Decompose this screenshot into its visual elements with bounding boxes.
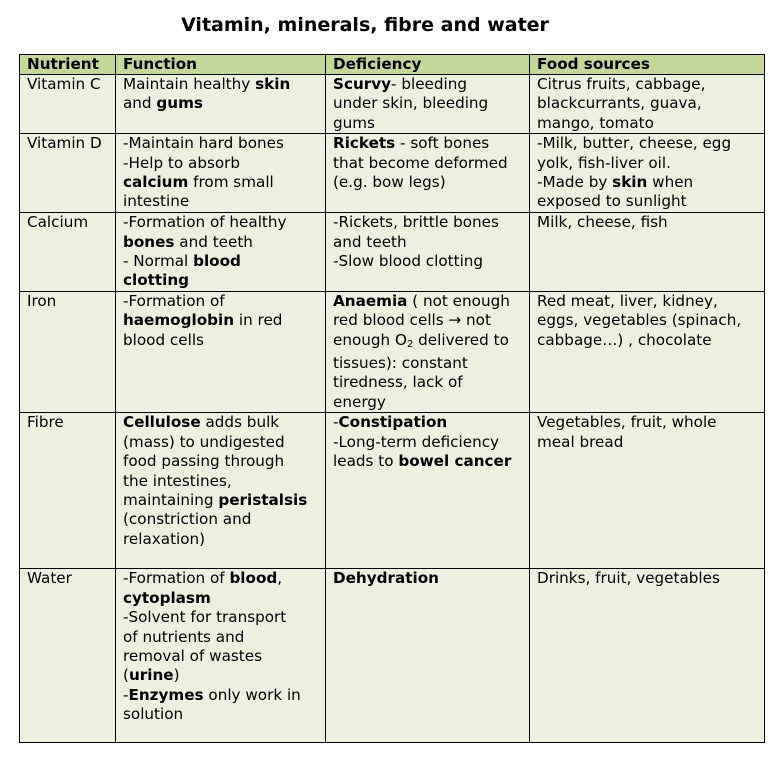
- cell-line: [123, 647, 321, 666]
- cell-line: [333, 233, 525, 252]
- cell-line: [537, 413, 760, 432]
- bold-term: blood: [229, 569, 278, 588]
- cell-line: [537, 331, 760, 350]
- food-sources-cell: [530, 413, 765, 569]
- text-segment: -Milk, butter, cheese, egg: [537, 134, 732, 153]
- cell-line: [333, 311, 525, 330]
- text-segment: -Formation of: [123, 569, 230, 588]
- bold-term: cytoplasm: [123, 588, 211, 607]
- text-segment: -: [333, 413, 339, 432]
- cell-line: [333, 213, 525, 232]
- cell-line: [537, 569, 760, 588]
- food-sources-cell: [530, 75, 765, 134]
- cell-line: [123, 413, 321, 432]
- page-title: Vitamin, minerals, fibre and water: [181, 14, 549, 36]
- nutrient-cell: Fibre: [20, 413, 116, 569]
- text-segment: yolk, fish-liver oil.: [537, 153, 671, 172]
- text-segment: -: [123, 685, 129, 704]
- bold-term: haemoglobin: [123, 311, 235, 330]
- text-segment: and teeth: [174, 232, 253, 251]
- function-cell: [116, 134, 326, 213]
- text-segment: mango, tomato: [537, 113, 654, 132]
- cell-line: [537, 114, 760, 133]
- text-segment: tissues): constant: [333, 354, 468, 373]
- deficiency-cell: [326, 291, 530, 412]
- text-segment: -Help to absorb: [123, 153, 241, 172]
- text-segment: exposed to sunlight: [537, 192, 687, 211]
- table-row: [20, 213, 765, 292]
- bold-term: calcium: [123, 173, 189, 192]
- text-segment: eggs, vegetables (spinach,: [537, 311, 742, 330]
- deficiency-cell: [326, 75, 530, 134]
- text-segment: red blood cells → not: [333, 311, 491, 330]
- cell-line: [537, 75, 760, 94]
- bold-term: bones: [123, 232, 175, 251]
- text-segment: -Rickets, brittle bones: [333, 213, 499, 232]
- text-segment: delivered to: [413, 330, 509, 349]
- table-row: [20, 413, 765, 569]
- text-segment: meal bread: [537, 432, 624, 451]
- cell-line: [333, 75, 525, 94]
- cell-line: [537, 213, 760, 232]
- cell-line: [123, 94, 321, 113]
- nutrient-table: [19, 54, 765, 743]
- cell-line: [123, 472, 321, 491]
- text-segment: -Slow blood clotting: [333, 252, 484, 271]
- text-segment: (constriction and: [123, 510, 252, 529]
- cell-line: [123, 666, 321, 685]
- bold-term: peristalsis: [218, 490, 308, 509]
- text-segment: blackcurrants, guava,: [537, 94, 702, 113]
- text-segment: -Maintain hard bones: [123, 134, 284, 153]
- cell-line: [333, 134, 525, 153]
- cell-line: [537, 154, 760, 173]
- text-segment: adds bulk: [200, 413, 280, 432]
- cell-line: [537, 433, 760, 452]
- cell-line: [123, 589, 321, 608]
- nutrient-cell: Vitamin D: [20, 134, 116, 213]
- deficiency-cell: [326, 413, 530, 569]
- bold-term: Constipation: [338, 413, 448, 432]
- text-segment: - Normal: [123, 252, 194, 271]
- cell-line: [333, 393, 525, 412]
- function-cell: [116, 213, 326, 292]
- deficiency-cell: [326, 213, 530, 292]
- cell-line: [333, 373, 525, 392]
- text-segment: ,: [277, 569, 283, 588]
- header-deficiency: Deficiency: [326, 55, 530, 75]
- food-sources-cell: [530, 291, 765, 412]
- cell-line: [537, 192, 760, 211]
- text-segment: when: [647, 173, 694, 192]
- cell-line: [333, 452, 525, 471]
- text-segment: ): [173, 666, 180, 685]
- nutrient-cell: Iron: [20, 291, 116, 412]
- table-row: [20, 569, 765, 743]
- text-segment: and: [123, 94, 157, 113]
- text-segment: -Made by: [537, 173, 613, 192]
- cell-line: [123, 173, 321, 192]
- text-segment: solution: [123, 705, 184, 724]
- cell-line: [537, 292, 760, 311]
- text-segment: ( not enough: [407, 291, 510, 310]
- text-segment: leads to: [333, 452, 399, 471]
- function-cell: [116, 569, 326, 743]
- cell-line: [123, 154, 321, 173]
- cell-line: [123, 292, 321, 311]
- cell-line: [123, 192, 321, 211]
- text-segment: - soft bones: [395, 134, 490, 153]
- bold-term: Enzymes: [128, 685, 204, 704]
- text-segment: of nutrients and: [123, 627, 245, 646]
- cell-line: [537, 173, 760, 192]
- cell-line: [123, 134, 321, 153]
- food-sources-cell: [530, 213, 765, 292]
- text-segment: -Formation of: [123, 291, 225, 310]
- text-segment: Citrus fruits, cabbage,: [537, 75, 706, 93]
- cell-line: [123, 433, 321, 452]
- cell-line: [123, 271, 321, 290]
- text-segment: -Long-term deficiency: [333, 432, 500, 451]
- text-segment: tiredness, lack of: [333, 373, 463, 392]
- text-segment: and teeth: [333, 232, 407, 251]
- subscript-text: 2: [406, 338, 414, 350]
- text-segment: food passing through: [123, 452, 285, 471]
- cell-line: [123, 510, 321, 529]
- cell-line: [333, 252, 525, 271]
- nutrient-cell: Calcium: [20, 213, 116, 292]
- food-sources-cell: [530, 569, 765, 743]
- text-segment: removal of wastes: [123, 646, 263, 665]
- function-cell: [116, 413, 326, 569]
- bold-term: Cellulose: [123, 413, 201, 432]
- text-segment: - bleeding: [391, 75, 468, 93]
- cell-line: [333, 433, 525, 452]
- cell-line: [333, 114, 525, 133]
- nutrient-cell: Vitamin C: [20, 75, 116, 134]
- text-segment: blood cells: [123, 330, 204, 349]
- cell-line: [333, 292, 525, 311]
- text-segment: Milk, cheese, fish: [537, 213, 668, 232]
- nutrient-cell: Water: [20, 569, 116, 743]
- header-food-sources: Food sources: [530, 55, 765, 75]
- bold-term: Anaemia: [333, 291, 408, 310]
- cell-line: [123, 233, 321, 252]
- cell-line: [123, 311, 321, 330]
- food-sources-cell: [530, 134, 765, 213]
- text-segment: (: [123, 666, 129, 685]
- header-nutrient: Nutrient: [20, 55, 116, 75]
- text-segment: under skin, bleeding: [333, 94, 489, 113]
- cell-line: [333, 173, 525, 192]
- cell-line: [333, 94, 525, 113]
- text-segment: intestine: [123, 192, 190, 211]
- text-segment: in red: [234, 311, 283, 330]
- text-segment: -Formation of healthy: [123, 213, 287, 232]
- cell-line: [333, 569, 525, 588]
- cell-line: [123, 530, 321, 549]
- cell-line: [123, 75, 321, 94]
- bold-term: blood: [193, 252, 241, 271]
- deficiency-cell: [326, 569, 530, 743]
- table-header-row: [20, 55, 765, 75]
- function-cell: [116, 291, 326, 412]
- bold-term: clotting: [123, 271, 190, 290]
- cell-line: [537, 94, 760, 113]
- cell-line: [333, 331, 525, 354]
- cell-line: [333, 354, 525, 373]
- text-segment: maintaining: [123, 490, 219, 509]
- text-segment: that become deformed: [333, 153, 508, 172]
- cell-line: [123, 686, 321, 705]
- cell-line: [123, 491, 321, 510]
- text-segment: Maintain healthy: [123, 75, 256, 93]
- cell-line: [537, 134, 760, 153]
- bold-term: bowel cancer: [398, 452, 512, 471]
- text-segment: from small: [188, 173, 274, 192]
- text-segment: gums: [333, 113, 375, 132]
- text-segment: enough O: [333, 330, 407, 349]
- cell-line: [537, 311, 760, 330]
- text-segment: (mass) to undigested: [123, 432, 285, 451]
- bold-term: Rickets: [333, 134, 396, 153]
- bold-term: urine: [128, 666, 174, 685]
- cell-line: [123, 608, 321, 627]
- cell-line: [333, 413, 525, 432]
- bold-term: Dehydration: [333, 569, 439, 588]
- text-segment: only work in: [203, 685, 301, 704]
- cell-line: [123, 628, 321, 647]
- cell-line: [333, 154, 525, 173]
- cell-line: [123, 331, 321, 350]
- bold-term: skin: [255, 75, 291, 93]
- bold-term: gums: [156, 94, 203, 113]
- cell-line: [123, 569, 321, 588]
- table-row: [20, 134, 765, 213]
- text-segment: energy: [333, 392, 386, 411]
- cell-line: [123, 213, 321, 232]
- function-cell: [116, 75, 326, 134]
- cell-line: [123, 452, 321, 471]
- cell-line: [123, 705, 321, 724]
- text-segment: relaxation): [123, 529, 206, 548]
- text-segment: -Solvent for transport: [123, 608, 287, 627]
- text-segment: Red meat, liver, kidney,: [537, 291, 718, 310]
- text-segment: the intestines,: [123, 471, 232, 490]
- cell-line: [123, 252, 321, 271]
- bold-term: skin: [612, 173, 648, 192]
- table-body: [20, 75, 765, 743]
- text-segment: (e.g. bow legs): [333, 173, 446, 192]
- text-segment: cabbage…) , chocolate: [537, 330, 712, 349]
- table-row: [20, 291, 765, 412]
- bold-term: Scurvy: [333, 75, 392, 93]
- table-row: [20, 75, 765, 134]
- text-segment: Drinks, fruit, vegetables: [537, 569, 720, 588]
- deficiency-cell: [326, 134, 530, 213]
- text-segment: Vegetables, fruit, whole: [537, 413, 717, 432]
- header-function: Function: [116, 55, 326, 75]
